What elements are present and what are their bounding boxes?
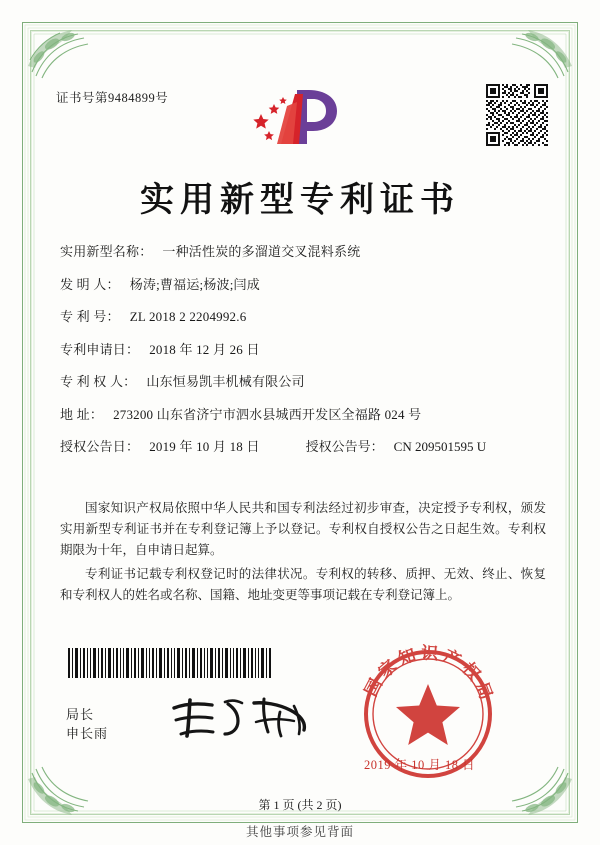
barcode-icon bbox=[68, 648, 274, 678]
field-application-date bbox=[60, 341, 548, 358]
seal-date: 2019 年 10 月 18 日 bbox=[364, 758, 476, 772]
field-value: 杨涛;曹福运;杨波;闫成 bbox=[129, 276, 260, 292]
field-label: 实用新型名称： bbox=[60, 244, 153, 259]
handwritten-signature-icon bbox=[168, 694, 318, 742]
field-label: 发 明 人： bbox=[60, 276, 120, 292]
field-value: 273200 山东省济宁市泗水县城西开发区全福路 024 号 bbox=[113, 406, 422, 422]
field-value: ZL 2018 2 2204992.6 bbox=[129, 309, 247, 324]
field-value-grant-number: CN 209501595 U bbox=[393, 439, 487, 454]
field-label: 专利申请日： bbox=[60, 341, 140, 357]
field-address bbox=[60, 406, 548, 423]
field-label-grant-date: 授权公告日： bbox=[60, 439, 140, 454]
corner-ornament-icon bbox=[26, 26, 100, 82]
field-label: 专 利 权 人： bbox=[60, 374, 137, 389]
director-name: 申长雨 bbox=[66, 726, 109, 741]
paragraph-1: 国家知识产权局依照中华人民共和国专利法经过初步审查，决定授予专利权，颁发实用新型专利证书并在专利登记簿上予以登记。专利权自授权公告之日起生效。专利权期限为十年，自申请日起算。 bbox=[60, 501, 546, 557]
field-grant-announcement bbox=[60, 438, 548, 455]
qr-code-icon bbox=[486, 84, 548, 146]
field-list bbox=[60, 243, 548, 471]
svg-text:国家知识产权局: 国家知识产权局 bbox=[361, 643, 498, 707]
corner-ornament-icon bbox=[500, 26, 574, 82]
field-patentee bbox=[60, 373, 548, 390]
field-utility-model-name bbox=[60, 243, 548, 260]
director-label: 局长 bbox=[66, 707, 95, 722]
page-title: 实用新型专利证书 bbox=[140, 180, 460, 220]
patent-office-emblem-icon bbox=[241, 84, 359, 150]
page-number: 第 1 页 (共 2 页) bbox=[258, 798, 342, 812]
field-inventors bbox=[60, 276, 548, 293]
field-label: 地 址： bbox=[60, 406, 104, 422]
director-title-block bbox=[66, 705, 108, 743]
field-label: 专 利 号： bbox=[60, 309, 120, 324]
certificate-number: 证书号第9484899号 bbox=[56, 91, 169, 105]
footer-note: 其他事项参见背面 bbox=[245, 825, 354, 839]
field-label-grant-number: 授权公告号： bbox=[305, 439, 384, 454]
field-value: 一种活性炭的多溜道交叉混料系统 bbox=[162, 244, 361, 259]
field-value: 2018 年 12 月 26 日 bbox=[149, 341, 260, 357]
field-value-grant-date: 2019 年 10 月 18 日 bbox=[149, 439, 260, 454]
paragraph-2: 专利证书记载专利权登记时的法律状况。专利权的转移、质押、无效、终止、恢复和专利权人的姓名或名称、国籍、地址变更等事项记载在专利登记簿上。 bbox=[60, 567, 546, 602]
field-value: 山东恒易凯丰机械有限公司 bbox=[146, 374, 305, 389]
field-patent-number bbox=[60, 308, 548, 325]
legal-text bbox=[60, 498, 546, 609]
